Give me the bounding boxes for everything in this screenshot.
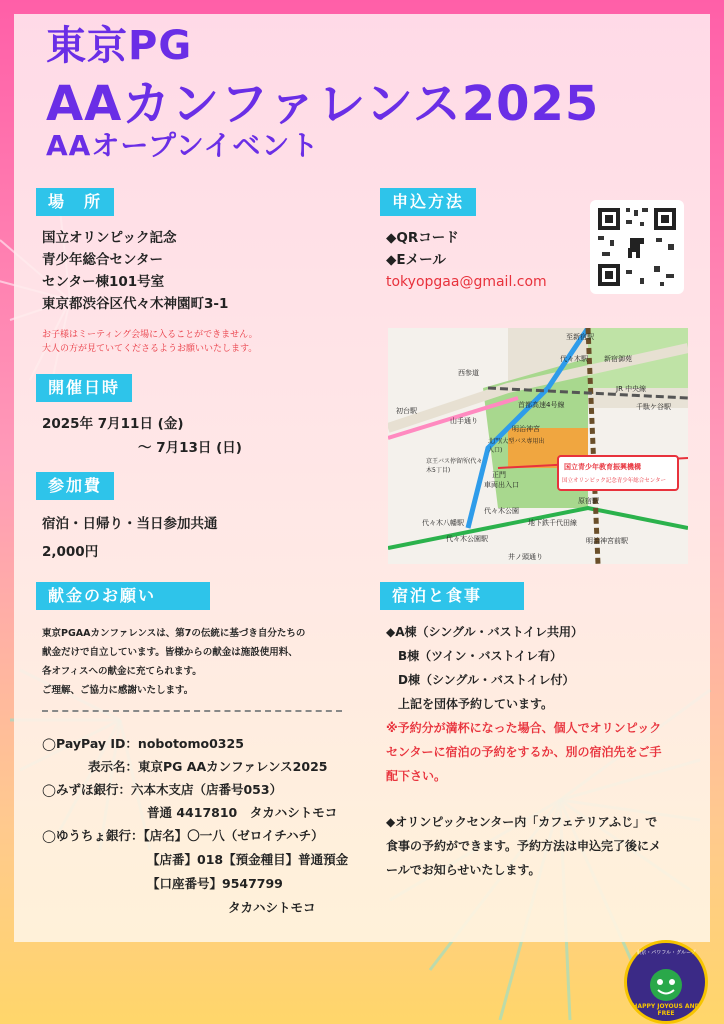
- logo-main-text: HAPPY JOYOUS AND FREE: [632, 1003, 700, 1017]
- dates-heading: 開催日時: [36, 374, 132, 402]
- apply-heading: 申込方法: [380, 188, 476, 216]
- meal-line-2: 食事の予約ができます。予約方法は申込完了後にメ: [386, 839, 662, 853]
- paypay-id: ◯PayPay ID：nobotomo0325: [42, 736, 244, 751]
- map-label-yoyogipark: 代々木公園: [484, 507, 519, 515]
- qr-code[interactable]: [590, 200, 684, 294]
- venue-line-2: 青少年総合センター: [42, 252, 163, 268]
- donation-intro-4: ご理解、ご協力に感謝いたします。: [42, 685, 194, 696]
- yucho-number: 【口座番号】9547799: [147, 876, 283, 891]
- lodging-b: B棟（ツイン・バストイレ有）: [398, 649, 562, 663]
- map-label-shinjukugyoen: 新宿御苑: [604, 355, 632, 363]
- map-label-shuto: 首都高速4号線: [518, 401, 565, 409]
- access-map: [388, 328, 688, 564]
- mizuho-bank: ◯みずほ銀行：六本木支店（店番号053）: [42, 782, 283, 797]
- map-label-inokashira: 井ノ頭通り: [508, 553, 543, 561]
- venue-heading: 場 所: [36, 188, 114, 216]
- map-label-chikatetsu: 地下鉄千代田線: [528, 519, 577, 527]
- donation-intro-3: 各オフィスへの献金に充てられます。: [42, 666, 202, 677]
- paypay-name: 表示名：東京PG AAカンファレンス2025: [88, 759, 328, 774]
- meal-line-3: ールでお知らせいたします。: [386, 863, 541, 877]
- lodging-heading: 宿泊と食事: [380, 582, 524, 610]
- map-center-subname: 国立オリンピック記念青少年総合センター: [562, 478, 667, 484]
- map-label-meijijingumae: 明治神宮前駅: [586, 537, 628, 545]
- yucho-bank: ◯ゆうちょ銀行：【店名】〇一八（ゼロイチハチ）: [42, 828, 324, 843]
- map-label-yamate: 山手通り: [450, 417, 478, 425]
- venue-line-3: センター棟101号室: [42, 274, 165, 290]
- donation-divider: [42, 710, 342, 712]
- map-label-yoyogikoen: 代々木公園駅: [446, 535, 488, 543]
- map-label-chuo: JR 中央線: [616, 385, 647, 393]
- map-label-meiji: 明治神宮: [512, 425, 540, 433]
- lodging-warn-3: 配下さい。: [386, 769, 447, 783]
- map-label-yoyogi: 代々木駅: [560, 355, 588, 363]
- donation-heading: 献金のお願い: [36, 582, 210, 610]
- dates-line1: 2025年 7月11日 (金): [42, 416, 184, 432]
- group-logo: [624, 940, 708, 1024]
- map-label-yoyogihachiman: 代々木八幡駅: [422, 519, 464, 527]
- venue-line-4: 東京都渋谷区代々木神園町3-1: [42, 296, 229, 312]
- yucho-branch: 【店番】018【預金種目】普通預金: [147, 852, 349, 867]
- email-address-link[interactable]: tokyopgaa@gmail.com: [386, 274, 547, 290]
- lodging-reserved: 上記を団体予約しています。: [398, 697, 554, 711]
- mizuho-account: 普通 4417810 タカハシトモコ: [147, 805, 338, 820]
- lodging-a: ◆A棟（シングル・バストイレ共用）: [386, 625, 584, 639]
- map-label-busstop: 京王バス停留所(代々木5丁目): [426, 458, 483, 474]
- apply-email: ◆Eメール: [386, 252, 446, 268]
- title-line1: 東京PG: [46, 23, 193, 69]
- map-label-kitamon: 北門(大型バス専用出入口): [488, 438, 545, 454]
- map-label-harajuku: 原宿駅: [578, 497, 599, 505]
- title-line3: AAオープンイベント: [46, 129, 320, 162]
- fee-line2: 2,000円: [42, 544, 99, 560]
- donation-intro-1: 東京PGAAカンファレンスは、第7の伝統に基づき自分たちの: [42, 628, 306, 639]
- yucho-holder: タカハシトモコ: [228, 900, 316, 915]
- apply-qr: ◆QRコード: [386, 230, 459, 246]
- map-center-name: 国立青少年教育振興機構: [564, 463, 641, 471]
- dates-line2: ～ 7月13日 (日): [138, 440, 242, 456]
- map-label-sendagaya: 千駄ケ谷駅: [636, 403, 671, 411]
- donation-intro-2: 献金だけで自立しています。皆様からの献金は施設使用料、: [42, 647, 298, 658]
- venue-note-2: 大人の方が見ていてくださるようお願いいたします。: [42, 344, 258, 354]
- map-label-nishisando: 西参道: [458, 369, 479, 377]
- logo-top-text: 東京・パワフル・グループ: [636, 950, 696, 956]
- venue-line-1: 国立オリンピック記念: [42, 230, 177, 246]
- map-label-hatsudai: 初台駅: [396, 407, 417, 415]
- qr-code-icon: [590, 200, 684, 294]
- meal-line-1: ◆オリンピックセンター内「カフェテリアふじ」で: [386, 815, 658, 829]
- map-label-shinjuku-station: 至新宿駅: [566, 333, 594, 341]
- fee-line1: 宿泊・日帰り・当日参加共通: [42, 516, 218, 532]
- map-label-sharyo: 車両出入口: [484, 481, 519, 489]
- lodging-d: D棟（シングル・バストイレ付）: [398, 673, 575, 687]
- lodging-warn-1: ※予約分が満杯になった場合、個人でオリンピック: [386, 721, 662, 735]
- venue-note-1: お子様はミーティング会場に入ることができません。: [42, 330, 258, 340]
- title-line2: AAカンファレンス2025: [46, 76, 600, 132]
- lodging-warn-2: センターに宿泊の予約をするか、別の宿泊先をご手: [386, 745, 662, 759]
- map-label-seimon: 正門: [492, 471, 506, 479]
- fee-heading: 参加費: [36, 472, 114, 500]
